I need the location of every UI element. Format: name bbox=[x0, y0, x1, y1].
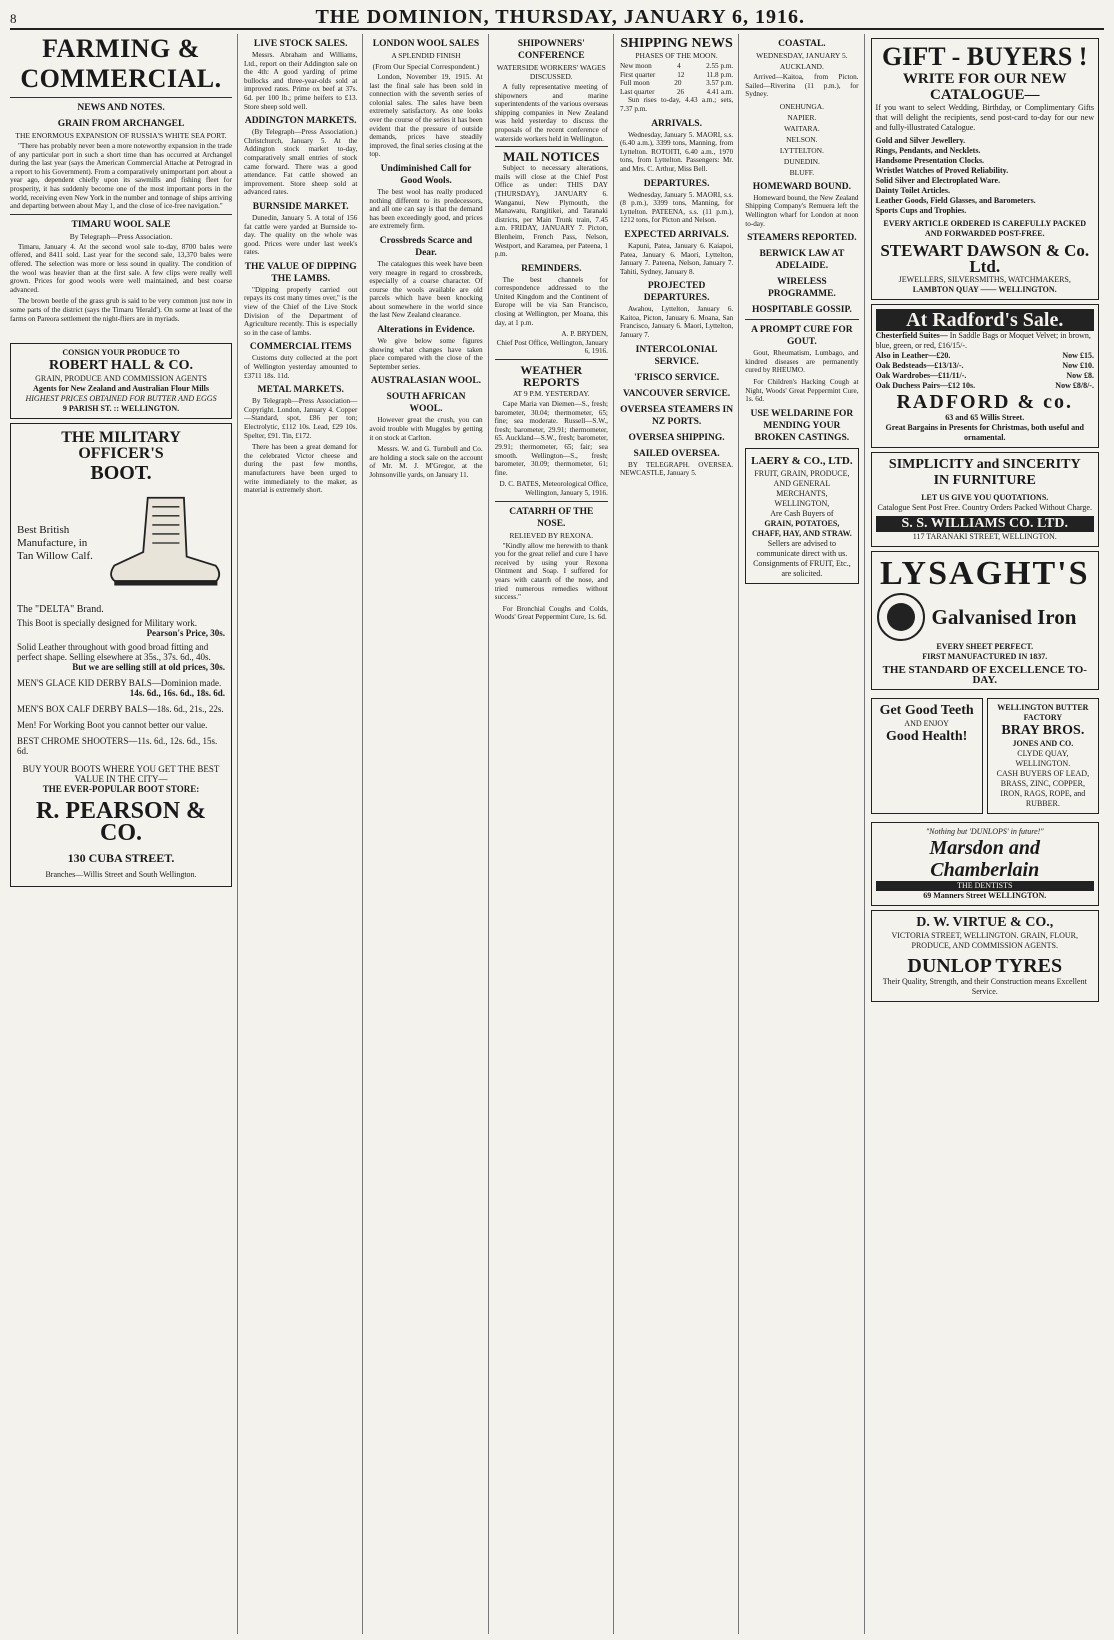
alterations-heading: Alterations in Evidence. bbox=[377, 325, 475, 336]
boot-text: This Boot is specially designed for Military work. bbox=[17, 618, 197, 629]
boot-title: THE MILITARY OFFICER'S bbox=[61, 429, 181, 463]
telegraph-text: BY TELEGRAPH. OVERSEA. NEWCASTLE, January 5. bbox=[619, 460, 734, 478]
livestock-heading: LIVE STOCK SALES. bbox=[253, 39, 348, 49]
bluff-label: BLUFF. bbox=[789, 167, 815, 177]
waitara-label: WAITARA. bbox=[783, 123, 820, 133]
london-wool-text5: However great the crush, you can avoid trouble with Muggles by getting it on stock at Carlton. bbox=[369, 416, 483, 442]
gift-items bbox=[876, 136, 1094, 216]
commercial-heading: COMMERCIAL ITEMS bbox=[249, 342, 352, 353]
column-ads bbox=[871, 34, 1104, 1634]
steamers-heading: STEAMERS REPORTED. bbox=[747, 233, 857, 244]
boot-price: Pearson's Price, 30s. bbox=[146, 628, 226, 639]
auckland-label: AUCKLAND. bbox=[779, 62, 824, 71]
mail-article: Subject to necessary alterations, mails will close at the Chief Post Office as under: THIS DAY (THURSDAY), JANUARY 6. Wanganui, New Plymouth, the Manawatu, Rangitikei, and Taranaki districts, per Main Trunk train, 7.45 a.m. FRIDAY, JANUARY 7. Picton, Blenheim, French Pass, Nelson, Westport, and Karamea, per Pateena, 1 p.m. bbox=[494, 164, 608, 259]
south-african-heading: SOUTH AFRICAN WOOL. bbox=[386, 392, 466, 415]
sun-times: Sun rises to-day, 4.43 a.m.; sets, 7.37 p.m. bbox=[619, 96, 734, 113]
weather-article: Cape Maria van Diemen—S., fresh; barometer, 30.04; thermometer, 65; fine; sea moderate. Russell—S.W., fresh; barometer, 29.91; thermometer, 65. Auckland—S.W., fresh; barometer, 29.91; thermometer, 65; fair; sea smooth. Wellington—S., fresh; barometer, 30.09; thermometer, 61; fine. bbox=[494, 400, 608, 477]
gift-text: If you want to select Wedding, Birthday, or Complimentary Gifts that will delight the recipients, send post-card to-day for our new and fully-illustrated Catalogue. bbox=[875, 103, 1094, 132]
overseas-shipping-heading: OVERSEA SHIPPING. bbox=[628, 432, 725, 443]
shipowners-article: A fully representative meeting of shipowners and marine superintendents of the various overseas shipping companies in New Zealand was held yesterday to discuss the proposals of the recent conference of waterside workers held in Wellington. bbox=[494, 83, 608, 143]
timaru-heading: TIMARU WOOL SALE bbox=[71, 219, 171, 230]
robert-hall-name: ROBERT HALL & CO. bbox=[49, 358, 193, 374]
gift-heading: GIFT - BUYERS ! bbox=[882, 42, 1088, 71]
lysaght-seal-icon bbox=[876, 592, 926, 642]
section-title: FARMING & COMMERCIAL. bbox=[20, 34, 222, 93]
crossbreds-heading: Crossbreds Scarce and Dear. bbox=[379, 235, 473, 258]
boot-still: But we are selling still at old prices, 30s. bbox=[72, 662, 226, 673]
simplicity-quote: LET US GIVE YOU QUOTATIONS. bbox=[921, 493, 1049, 502]
boot-title-2: BOOT. bbox=[90, 462, 152, 485]
overseas-ports-heading: OVERSEA STEAMERS IN NZ PORTS. bbox=[620, 404, 734, 427]
departures-heading: DEPARTURES. bbox=[643, 178, 710, 189]
australasian-heading: AUSTRALASIAN WOOL. bbox=[370, 376, 482, 387]
column-shipping bbox=[620, 34, 739, 1634]
dunlop-quote: "Nothing but 'DUNLOPS' in future!" bbox=[925, 827, 1044, 836]
auckland-text: Arrived—Kaitoa, from Picton. Sailed—Riverina (11 p.m.), for Sydney. bbox=[745, 73, 859, 99]
addington-article: (By Telegraph—Press Association.) Christchurch, January 5. At the Addington stock market to-day, comparatively small entries of stock came forward. There was a good attendance. Fat cattle showed an improvement. Store sheep sold at advanced rates. bbox=[244, 128, 358, 197]
london-wool-text2: The best wool has really produced nothing different to its predecessors, and all one can say is that the demand has been exceedingly good, and prices are extremely firm. bbox=[369, 187, 483, 231]
undiminished-heading: Undiminished Call for Good Wools. bbox=[380, 163, 472, 186]
intercolonial-heading: INTERCOLONIAL SERVICE. bbox=[635, 344, 718, 367]
mail-signature-2: Chief Post Office, Wellington, January 6, 1916. bbox=[496, 338, 608, 356]
mail-signature: A. P. BRYDEN, bbox=[561, 330, 608, 339]
simplicity-ad bbox=[871, 452, 1099, 547]
gift-item: Gold and Silver Jewellery. bbox=[875, 136, 966, 145]
timaru-byline: By Telegraph—Press Association. bbox=[69, 231, 173, 241]
turnbull-notice: Messrs. W. and G. Turnbull and Co. are holding a stock sale on the account of Mr. M. J. M'Gregor, at the Johnsonville yards, on January 11. bbox=[369, 445, 483, 479]
shipowners-heading: SHIPOWNERS' CONFERENCE bbox=[517, 39, 585, 61]
gift-item: Sports Cups and Trophies. bbox=[875, 206, 967, 215]
laery-cons: Consignments of FRUIT, Etc., are solicited. bbox=[753, 558, 851, 578]
child-cough: For Children's Hacking Cough at Night, Woods' Great Peppermint Cure, 1s. 6d. bbox=[745, 377, 859, 404]
weather-signature: D. C. BATES, Meteorological Office, Wellington, January 5, 1916. bbox=[499, 480, 608, 497]
column-farming bbox=[10, 34, 238, 1634]
dunlop-name: DUNLOP TYRES bbox=[907, 955, 1063, 977]
ever-popular: THE EVER-POPULAR BOOT STORE: bbox=[42, 784, 200, 795]
stewart-name: STEWART DAWSON & Co. Ltd. bbox=[880, 241, 1090, 276]
virtue-name: D. W. VIRTUE & CO., bbox=[916, 915, 1054, 930]
radford-item: Also in Leather—£20. Now £15. bbox=[875, 351, 1094, 360]
lysaght-name: LYSAGHT'S bbox=[880, 555, 1090, 592]
gift-item: Solid Silver and Electroplated Ware. bbox=[875, 176, 1001, 185]
delta-brand: The "DELTA" Brand. bbox=[17, 604, 104, 616]
metal-article: By Telegraph—Press Association—Copyright. London, January 4. Copper—Standard, spot, £86 per ton; Electrolytic, £112 10s. Lead, £29 10s. Spelter, £91. Tin, £172. bbox=[244, 397, 358, 440]
london-wool-text3: The catalogues this week have been very meagre in regard to crossbreds, especially of a coarse character. Of course the wools available are old parcels which have been knocking about somewhere in the world since the last New Zealand clearance. bbox=[369, 259, 483, 320]
radford-name: RADFORD & co. bbox=[896, 391, 1074, 413]
virtue-sub: VICTORIA STREET, WELLINGTON. GRAIN, FLOUR, PRODUCE, AND COMMISSION AGENTS. bbox=[891, 931, 1078, 950]
gift-item: Handsome Presentation Clocks. bbox=[875, 156, 985, 165]
radford-addr: 63 and 65 Willis Street. bbox=[945, 413, 1025, 422]
coastal-heading: COASTAL. bbox=[778, 39, 826, 49]
gift-ad bbox=[871, 38, 1099, 300]
napier-label: NAPIER. bbox=[787, 112, 817, 122]
masthead bbox=[10, 6, 1104, 30]
robert-hall-agents: Agents for New Zealand and Australian Flour Mills bbox=[33, 384, 209, 394]
departures-text: Wednesday, January 5. MAORI, s.s. (8 p.m.), 3399 tons, Manning, for Lyttelton. PATEENA, s.s. (11 p.m.), 1212 tons, for Picton and Nelson. bbox=[619, 190, 734, 225]
stewart-sub: JEWELLERS, SILVERSMITHS, WATCHMAKERS, bbox=[898, 275, 1071, 284]
simplicity-heading: SIMPLICITY and SINCERITY bbox=[888, 457, 1081, 472]
timaru-article: Timaru, January 4. At the second wool sale to-day, 8700 bales were offered, and 8411 sold. Last year for the second sale, 13,370 bales were offered. The selection was more or less sound in quality. The condition of the wool was heavier than at the first sale. A few clips were really well grown. Prices for good wools were well maintained, and best coarse advanced. bbox=[10, 242, 233, 294]
bray-ad bbox=[987, 698, 1099, 814]
burnside-heading: BURNSIDE MARKET. bbox=[252, 201, 349, 212]
london-wool-from: (From Our Special Correspondent.) bbox=[372, 62, 480, 71]
marsdon-ad bbox=[871, 822, 1099, 906]
laery-ad bbox=[745, 448, 858, 584]
lysaght-ad bbox=[871, 551, 1099, 690]
bronchial-notice: For Bronchial Coughs and Colds, Woods' Great Peppermint Cure, 1s. 6d. bbox=[494, 604, 608, 622]
pearson-address: 130 CUBA STREET. bbox=[67, 851, 175, 866]
lyttelton-label: LYTTELTON. bbox=[779, 145, 824, 155]
dunlop-sub: Their Quality, Strength, and their Construction means Excellent Service. bbox=[882, 977, 1087, 996]
catarrh-article: "Kindly allow me herewith to thank you for the great relief and cure I have received by using your Rexona Ointment and Soap. I suffered for years with catarrh of the nose, and tried numerous remedies without success." bbox=[494, 541, 608, 602]
chrome-line: BEST CHROME SHOOTERS—11s. 6d., 12s. 6d., 15s. 6d. bbox=[17, 736, 218, 757]
teeth-line3: Good Health! bbox=[886, 729, 968, 744]
frisco-heading: 'FRISCO SERVICE. bbox=[633, 372, 720, 383]
gift-item: Leather Goods, Field Glasses, and Barometers. bbox=[875, 196, 1036, 205]
teeth-line2: AND ENJOY bbox=[904, 719, 949, 728]
livestock-article: Messrs. Abraham and Williams, Ltd., report on their Addington sale on the 4th: A good yarding of prime bullocks and three-year-olds sold at improved rates. Prime ox beef at 37s. 6d. per 100 lb.; prime heifers to £13. Store sheep sold well. bbox=[244, 51, 358, 111]
standard-text: THE STANDARD OF EXCELLENCE TO-DAY. bbox=[882, 664, 1087, 686]
shipping-heading: SHIPPING NEWS bbox=[620, 36, 733, 51]
glace-line: MEN'S GLACE KID DERBY BALS—Dominion made. bbox=[17, 678, 222, 689]
gossip-heading: HOSPITABLE GOSSIP. bbox=[751, 305, 852, 316]
boot-solid: Solid Leather throughout with good broad fitting and perfect shape. Selling elsewhere at 35s., 37s. 6d., 40s. bbox=[17, 642, 211, 663]
laery-buyers: Are Cash Buyers of bbox=[770, 508, 834, 518]
box-calf-line: MEN'S BOX CALF DERBY BALS—18s. 6d., 21s., 22s. bbox=[17, 704, 224, 715]
teeth-ad bbox=[871, 698, 983, 814]
buy-line: BUY YOUR BOOTS WHERE YOU GET THE BEST VALUE IN THE CITY— bbox=[22, 764, 220, 785]
simplicity-sub: IN FURNITURE bbox=[933, 473, 1036, 488]
dentists-label: THE DENTISTS bbox=[876, 881, 1094, 891]
jones-name: JONES AND CO. bbox=[1012, 739, 1074, 748]
projected-text: Awahou, Lyttelton, January 6. Kaitoa, Picton, January 6. Moana, San Francisco, January 6. Maori, Lyttelton, January 7. bbox=[619, 305, 734, 340]
weldarine-heading: USE WELDARINE FOR MENDING YOUR BROKEN CASTINGS. bbox=[750, 408, 854, 443]
weather-heading: WEATHER REPORTS bbox=[520, 363, 583, 390]
pearson-branches: Branches—Willis Street and South Wellington. bbox=[45, 870, 197, 880]
stewart-addr: LAMBTON QUAY —— WELLINGTON. bbox=[912, 285, 1057, 294]
shipowners-sub: WATERSIDE WORKERS' WAGES DISCUSSED. bbox=[496, 63, 606, 81]
addington-heading: ADDINGTON MARKETS. bbox=[244, 116, 357, 127]
london-wool-sub: A SPLENDID FINISH bbox=[391, 51, 461, 60]
boot-description: Best British Manufacture, in Tan Willow Calf. bbox=[17, 523, 93, 562]
virtue-ad bbox=[871, 910, 1099, 1002]
news-heading: NEWS AND NOTES. bbox=[77, 103, 165, 113]
dunedin-label: DUNEDIN. bbox=[783, 156, 820, 166]
nelson-label: NELSON. bbox=[786, 134, 818, 144]
robert-hall-sub: GRAIN, PRODUCE AND COMMISSION AGENTS bbox=[35, 374, 207, 384]
glace-price: 14s. 6d., 16s. 6d., 18s. 6d. bbox=[129, 688, 226, 699]
moon-row: First quarter 12 11.8 p.m. bbox=[619, 70, 734, 79]
simplicity-cat: Catalogue Sent Post Free. Country Orders Packed Without Charge. bbox=[877, 503, 1092, 512]
laery-name: LAERY & CO., LTD. bbox=[751, 454, 853, 467]
london-wool-text4: We give below some figures showing what changes have taken place compared with the close of the September series. bbox=[369, 337, 483, 371]
pearson-name: R. PEARSON & CO. bbox=[36, 798, 207, 847]
projected-heading: PROJECTED DEPARTURES. bbox=[643, 281, 710, 304]
cheese-article: There has been a great demand for the celebrated Victor cheese and during the past few months, manufacturers have been urged to write immediately to the maker, as material is extremely short. bbox=[244, 443, 358, 495]
column-london-wool bbox=[369, 34, 488, 1634]
gift-item: Rings, Pendants, and Necklets. bbox=[875, 146, 981, 155]
manners-addr: 69 Manners Street WELLINGTON. bbox=[923, 891, 1047, 900]
moon-row: Full moon 20 3.57 p.m. bbox=[619, 79, 734, 88]
london-wool-text1: London, November 19, 1915. At last the final sale has been sold in connection with the seventh series of colonial sales. The sales have been extremely satisfactory. As one looks over the course of the series it has been evident that the pressure of outside demands, prices have steadily improved, the final series closing at the top. bbox=[369, 73, 483, 159]
weather-sub: AT 9 P.M. YESTERDAY. bbox=[512, 389, 590, 399]
beetle-article: The brown beetle of the grass grub is said to be very common just now in some parts of the district (says the Timaru 'Herald'). On some at least of the farms on Pareora settlement the night-fliers are in myriads. bbox=[10, 297, 233, 323]
gift-every: EVERY ARTICLE ORDERED IS CAREFULLY PACKED AND FORWARDED POST-FREE. bbox=[883, 219, 1087, 238]
moon-row: New moon 4 2.55 p.m. bbox=[619, 62, 734, 70]
reminders-heading: REMINDERS. bbox=[521, 263, 582, 274]
gift-item: Wristlet Watches of Proved Reliability. bbox=[875, 166, 1009, 175]
homeward-heading: HOMEWARD BOUND. bbox=[752, 181, 851, 192]
dipping-heading: THE VALUE OF DIPPING THE LAMBS. bbox=[244, 261, 357, 284]
catarrh-heading: CATARRH OF THE NOSE. bbox=[509, 506, 594, 529]
robert-hall-address: 9 PARISH ST. :: WELLINGTON. bbox=[62, 404, 180, 414]
metal-heading: METAL MARKETS. bbox=[257, 385, 344, 396]
dipping-article: "Dipping properly carried out repays its cost many times over," is the view of the Chief of the Live Stock Division of the Department of Agriculture recently. This is especially so in the case of lambs. bbox=[244, 285, 358, 337]
onehunga-label: ONEHUNGA. bbox=[779, 101, 825, 111]
column-shipowners bbox=[495, 34, 614, 1634]
column-coastal bbox=[745, 34, 864, 1634]
catarrh-sub: RELIEVED BY REXONA. bbox=[509, 530, 594, 540]
laery-sub: FRUIT, GRAIN, PRODUCE, AND GENERAL MERCHANTS, bbox=[754, 468, 850, 498]
williams-name: S. S. WILLIAMS CO. LTD. bbox=[876, 516, 1094, 532]
moon-table bbox=[620, 62, 733, 96]
berwick-heading: BERWICK LAW AT ADELAIDE. bbox=[759, 249, 845, 272]
radford-ad bbox=[871, 304, 1099, 448]
sailed-oversea-heading: SAILED OVERSEA. bbox=[633, 448, 720, 459]
galvanised-text: Galvanised Iron bbox=[931, 605, 1077, 629]
grain-heading: GRAIN FROM ARCHANGEL bbox=[57, 119, 185, 129]
radford-foot: Great Bargains in Presents for Christmas, both useful and ornamental. bbox=[885, 423, 1084, 442]
radford-item: Oak Wardrobes—£11/11/-. Now £8. bbox=[875, 371, 1094, 380]
masthead-title: THE DOMINION, THURSDAY, JANUARY 6, 1916. bbox=[315, 6, 806, 28]
expected-heading: EXPECTED ARRIVALS. bbox=[624, 229, 729, 240]
radford-heading: At Radford's Sale. bbox=[876, 309, 1094, 331]
commercial-article: Customs duty collected at the port of Wellington yesterday amounted to £3711 18s. 11d. bbox=[244, 354, 358, 380]
first-manufactured: FIRST MANUFACTURED IN 1837. bbox=[922, 652, 1048, 661]
coastal-sub: WEDNESDAY, JANUARY 5. bbox=[756, 51, 848, 60]
page-number: 8 bbox=[10, 11, 17, 26]
homeward-text: Homeward bound, the New Zealand Shipping Company's Remuera left the Wellington wharf for London at noon to-day. bbox=[745, 193, 859, 228]
teeth-line1: Get Good Teeth bbox=[879, 703, 974, 718]
pearson-boot-ad bbox=[10, 423, 232, 887]
arrivals-heading: ARRIVALS. bbox=[651, 118, 702, 129]
vancouver-heading: VANCOUVER SERVICE. bbox=[622, 388, 731, 399]
boot-illustration bbox=[98, 488, 225, 598]
bray-heading: WELLINGTON BUTTER FACTORY bbox=[997, 703, 1089, 722]
radford-item: Chesterfield Suites— In Saddle Bags or Moquet Velvet; in brown, blue, green, or red, £16/15/-. bbox=[875, 331, 1091, 350]
wireless-heading: WIRELESS PROGRAMME. bbox=[767, 277, 836, 300]
moon-phases-heading: PHASES OF THE MOON. bbox=[635, 51, 718, 60]
grain-subheading: THE ENORMOUS EXPANSION OF RUSSIA'S WHITE SEA PORT. bbox=[15, 131, 227, 140]
mail-heading: MAIL NOTICES bbox=[503, 149, 600, 165]
marsdon-name: Marsdon and Chamberlain bbox=[929, 837, 1041, 881]
reminders-article: The best channels for correspondence addressed to the United Kingdom and the Continent of Europe will be via San Francisco, closing at Wellington, per Moana, this day, at 1 p.m. bbox=[494, 275, 608, 327]
gift-subheading: WRITE FOR OUR NEW CATALOGUE— bbox=[902, 71, 1067, 103]
williams-addr: 117 TARANAKI STREET, WELLINGTON. bbox=[912, 532, 1057, 541]
laery-items: GRAIN, POTATOES, CHAFF, HAY, AND STRAW. bbox=[752, 518, 852, 538]
burnside-article: Dunedin, January 5. A total of 156 fat cattle were yarded at Burnside to-day. The quality on the whole was good. Prices were under last week's rates. bbox=[244, 213, 358, 257]
jones-sub: CLYDE QUAY, WELLINGTON. bbox=[1015, 749, 1071, 768]
gout-text: Gout, Rheumatism, Lumbago, and kindred diseases are permanently cured by RHEUMO. bbox=[745, 349, 859, 375]
arrivals-text: Wednesday, January 5. MAORI, s.s. (6.40 a.m.), 3399 tons, Manning, from Lyttelton. ROTOITI, 6.40 a.m., 1970 tons, from Lyttelton. Passengers: Mr. and Mrs. C. Arthur, Miss Bell. bbox=[619, 130, 734, 173]
gift-item: Dainty Toilet Articles. bbox=[875, 186, 950, 195]
column-livestock bbox=[244, 34, 363, 1634]
radford-item: Oak Duchess Pairs—£12 10s. Now £8/8/-. bbox=[875, 381, 1094, 390]
moon-row: Last quarter 26 4.41 a.m. bbox=[619, 87, 734, 96]
laery-city: WELLINGTON, bbox=[774, 498, 830, 508]
robert-hall-prices: HIGHEST PRICES OBTAINED FOR BUTTER AND EGGS bbox=[25, 394, 217, 404]
working-boot-line: Men! For Working Boot you cannot better our value. bbox=[17, 720, 208, 731]
laery-sell: Sellers are advised to communicate direct with us. bbox=[756, 538, 848, 558]
radford-item: Oak Bedsteads—£13/13/-. Now £10. bbox=[875, 361, 1094, 370]
every-sheet: EVERY SHEET PERFECT. bbox=[936, 642, 1034, 651]
consign-text: CONSIGN YOUR PRODUCE TO bbox=[62, 348, 180, 358]
cash-buyers: CASH BUYERS OF LEAD, BRASS, ZINC, COPPER, IRON, RAGS, ROPE, and RUBBER. bbox=[996, 769, 1090, 808]
robert-hall-ad bbox=[10, 343, 232, 419]
grain-article: "There has probably never been a more noteworthy expansion in the trade of any particular port in such a short time than has occurred at Archangel during the last year (says the American Commercial Attache at Petrograd in a report to his Government). From a comparatively unimportant port about a year ago, dependent chiefly upon its sawmills and fishing fleet for prosperity, it has suddenly become one of the most important ports in the world, receiving even New York in the number and tonnage of ships arriving and departing between about May 1, and the close of ice-free navigation." bbox=[10, 142, 233, 211]
london-wool-heading: LONDON WOOL SALES bbox=[372, 39, 480, 49]
gout-heading: A PROMPT CURE FOR GOUT. bbox=[751, 325, 853, 348]
bray-name: BRAY BROS. bbox=[1001, 723, 1085, 738]
expected-text: Kapuni, Patea, January 6. Kaiapoi, Patea, January 6. Maori, Lyttelton, January 7. Pateena, Nelson, January 7. Tahiti, Sydney, January 8. bbox=[619, 241, 734, 276]
